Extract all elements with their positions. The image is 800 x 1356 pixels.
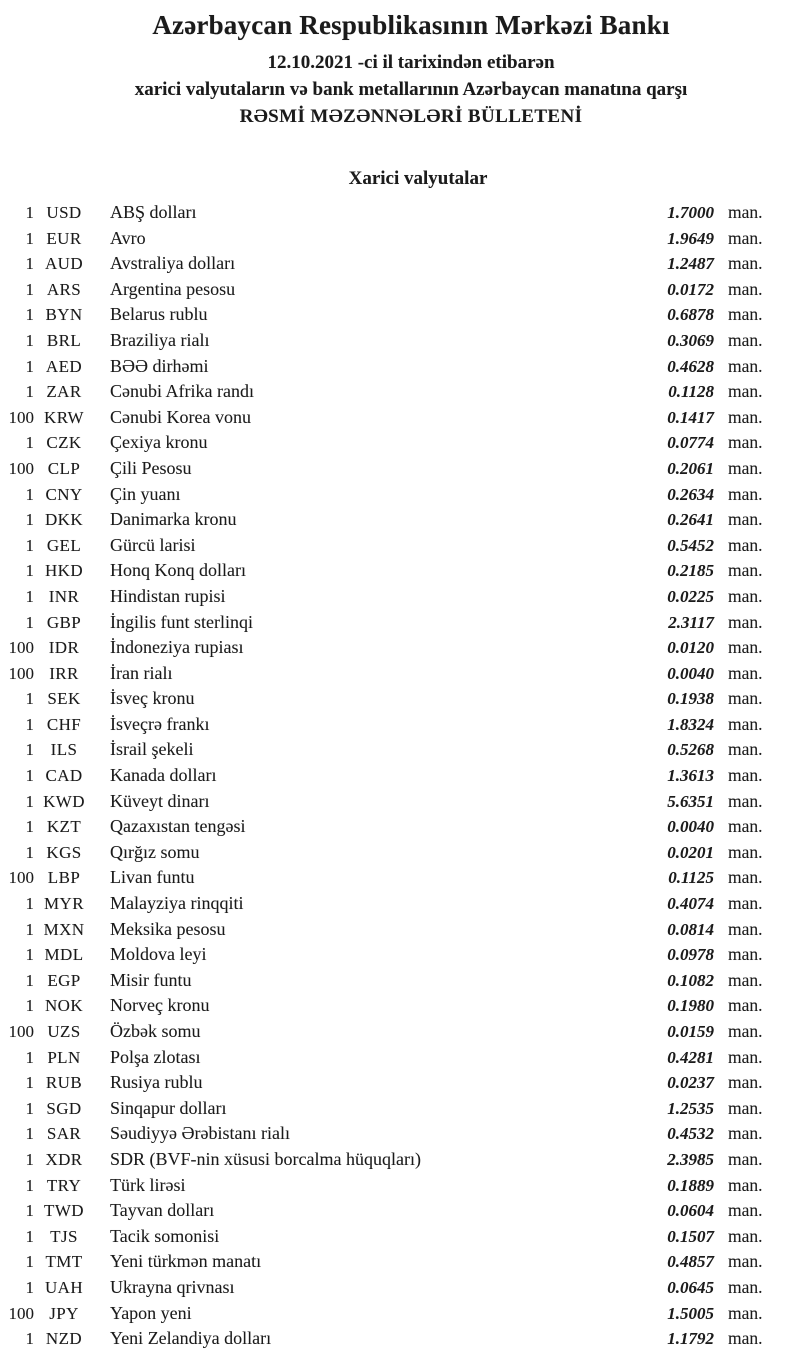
- manat-suffix-cell: man.: [728, 1097, 763, 1118]
- table-row: [0, 533, 766, 559]
- manat-suffix-cell: man.: [728, 739, 763, 760]
- currency-name-cell: Livan funtu: [110, 867, 195, 888]
- unit-amount-cell: 100: [8, 663, 34, 683]
- table-row: [0, 328, 766, 354]
- table-row: [0, 1096, 766, 1122]
- currency-name-cell: Gürcü larisi: [110, 534, 196, 555]
- unit-amount-cell: 100: [8, 1022, 34, 1041]
- unit-amount-cell: 1: [25, 203, 34, 222]
- unit-amount-cell: 100: [8, 407, 34, 427]
- manat-suffix-cell: man.: [728, 1046, 763, 1067]
- table-row: [0, 789, 766, 815]
- currency-name-cell: Misir funtu: [110, 969, 192, 990]
- manat-suffix-cell: man.: [728, 560, 763, 581]
- manat-suffix-cell: man.: [728, 355, 763, 376]
- manat-suffix-cell: man.: [728, 893, 763, 914]
- unit-amount-cell: 1: [25, 356, 34, 376]
- unit-amount-cell: 1: [25, 791, 34, 811]
- rate-value-cell: 0.2185: [667, 561, 714, 581]
- currency-name-cell: İndoneziya rupiası: [110, 637, 244, 658]
- table-row: [0, 251, 766, 277]
- subject-line: xarici valyutaların və bank metallarının Azərbaycan manatına qarşı: [134, 79, 688, 100]
- currency-name-cell: Tacik somonisi: [110, 1225, 220, 1246]
- currency-code-cell: KRW: [44, 407, 84, 427]
- manat-suffix-cell: man.: [728, 1148, 763, 1169]
- table-row: [0, 1173, 766, 1199]
- unit-amount-cell: 1: [25, 842, 34, 862]
- currency-name-cell: Avro: [110, 227, 146, 248]
- currency-name-cell: Malayziya rinqqiti: [110, 893, 244, 914]
- bulletin-title-line: RƏSMİ MƏZƏNNƏLƏRİ BÜLLETENİ: [239, 106, 583, 127]
- currency-name-cell: Qazaxıstan tengəsi: [110, 816, 246, 837]
- currency-code-cell: INR: [48, 586, 80, 606]
- manat-suffix-cell: man.: [728, 1225, 763, 1246]
- unit-amount-cell: 1: [25, 433, 34, 453]
- currency-code-cell: UZS: [47, 1022, 81, 1041]
- rate-value-cell: 0.0978: [667, 945, 714, 965]
- rate-value-cell: 1.1792: [667, 1329, 714, 1349]
- currency-code-cell: TMT: [45, 1252, 83, 1272]
- bank-name-title: Azərbaycan Respublikasının Mərkəzi Bankı: [152, 10, 670, 40]
- rate-value-cell: 0.0159: [667, 1022, 714, 1041]
- currency-code-cell: EGP: [47, 970, 81, 990]
- currency-name-cell: Polşa zlotası: [110, 1046, 201, 1067]
- table-row: [0, 1224, 766, 1250]
- unit-amount-cell: 1: [25, 1201, 34, 1221]
- currency-code-cell: TJS: [50, 1226, 78, 1246]
- currency-name-cell: BƏƏ dirhəmi: [110, 355, 209, 376]
- unit-amount-cell: 1: [25, 612, 34, 632]
- table-row: [0, 379, 766, 405]
- table-row: [0, 610, 766, 636]
- table-row: [0, 456, 766, 482]
- rate-value-cell: 1.2535: [667, 1098, 714, 1118]
- unit-amount-cell: 1: [25, 254, 34, 274]
- unit-amount-cell: 1: [25, 894, 34, 914]
- currency-code-cell: NZD: [45, 1329, 83, 1349]
- currency-code-cell: LBP: [47, 868, 81, 888]
- currency-code-cell: CLP: [47, 458, 81, 478]
- currency-name-cell: İngilis funt sterlinqi: [110, 611, 253, 632]
- manat-suffix-cell: man.: [728, 816, 763, 837]
- currency-code-cell: GBP: [46, 612, 82, 632]
- unit-amount-cell: 1: [25, 970, 34, 990]
- table-row: [0, 763, 766, 789]
- manat-suffix-cell: man.: [728, 841, 763, 862]
- table-row: [0, 993, 766, 1019]
- currency-code-cell: MDL: [44, 945, 84, 965]
- currency-code-cell: JPY: [49, 1303, 79, 1323]
- manat-suffix-cell: man.: [728, 611, 763, 632]
- unit-amount-cell: 1: [25, 945, 34, 965]
- manat-suffix-cell: man.: [728, 534, 763, 555]
- currency-code-cell: GEL: [46, 535, 82, 555]
- rate-value-cell: 0.0120: [667, 638, 714, 658]
- unit-amount-cell: 1: [25, 1098, 34, 1118]
- rate-value-cell: 0.0225: [667, 586, 714, 606]
- table-row: [0, 558, 766, 584]
- rate-value-cell: 1.2487: [667, 254, 714, 274]
- unit-amount-cell: 1: [25, 996, 34, 1016]
- bulletin-header: [0, 8, 800, 129]
- currency-name-cell: İsveçrə frankı: [110, 713, 210, 734]
- currency-name-cell: Ukrayna qrivnası: [110, 1276, 235, 1297]
- unit-amount-cell: 1: [25, 305, 34, 325]
- table-row: [0, 891, 766, 917]
- currency-name-cell: Braziliya rialı: [110, 329, 210, 350]
- currency-name-cell: Tayvan dolları: [110, 1200, 215, 1221]
- rate-value-cell: 0.1417: [667, 407, 714, 427]
- currency-code-cell: CZK: [46, 433, 82, 453]
- table-row: [0, 277, 766, 303]
- table-row: [0, 1275, 766, 1301]
- currency-code-cell: AUD: [44, 254, 84, 274]
- currency-name-cell: Yeni türkmən manatı: [110, 1251, 262, 1272]
- unit-amount-cell: 100: [8, 458, 34, 478]
- currency-name-cell: Cənubi Afrika randı: [110, 381, 254, 402]
- manat-suffix-cell: man.: [728, 509, 763, 530]
- unit-amount-cell: 1: [25, 1073, 34, 1093]
- currency-name-cell: Rusiya rublu: [110, 1072, 203, 1093]
- currency-code-cell: KWD: [43, 791, 85, 811]
- currency-code-cell: NOK: [44, 996, 84, 1016]
- currency-code-cell: SGD: [46, 1098, 82, 1118]
- unit-amount-cell: 1: [25, 817, 34, 837]
- currency-code-cell: BYN: [45, 305, 83, 325]
- unit-amount-cell: 1: [25, 1149, 34, 1169]
- manat-suffix-cell: man.: [728, 253, 763, 274]
- currency-code-cell: MXN: [43, 919, 85, 939]
- rate-value-cell: 0.0201: [667, 842, 714, 862]
- rate-value-cell: 0.0172: [667, 279, 714, 299]
- currency-code-cell: BRL: [46, 330, 82, 350]
- currency-name-cell: Honq Konq dolları: [110, 560, 246, 581]
- rate-value-cell: 0.4628: [667, 356, 714, 376]
- currency-name-cell: İsveç kronu: [110, 688, 195, 709]
- currency-code-cell: MYR: [44, 894, 84, 914]
- effective-date-line: 12.10.2021 -ci il tarixindən etibarən: [267, 52, 555, 73]
- manat-suffix-cell: man.: [728, 1174, 763, 1195]
- currency-name-cell: Türk lirəsi: [110, 1174, 186, 1195]
- currency-name-cell: Belarus rublu: [110, 304, 208, 325]
- rate-value-cell: 0.2634: [667, 484, 714, 504]
- table-row: [0, 354, 766, 380]
- section-title-foreign-currencies: Xarici valyutalar: [348, 168, 488, 189]
- currency-code-cell: XDR: [45, 1149, 83, 1169]
- table-row: [0, 482, 766, 508]
- manat-suffix-cell: man.: [728, 1251, 763, 1272]
- currency-name-cell: Yapon yeni: [110, 1302, 192, 1323]
- currency-name-cell: Çin yuanı: [110, 483, 181, 504]
- manat-suffix-cell: man.: [728, 585, 763, 606]
- currency-code-cell: IRR: [49, 663, 79, 683]
- currency-code-cell: ARS: [46, 279, 82, 299]
- unit-amount-cell: 1: [25, 1047, 34, 1067]
- currency-code-cell: ZAR: [46, 382, 82, 402]
- currency-code-cell: PLN: [47, 1047, 81, 1067]
- currency-code-cell: SAR: [46, 1124, 82, 1144]
- unit-amount-cell: 1: [25, 279, 34, 299]
- rate-value-cell: 0.0040: [667, 817, 714, 837]
- currency-code-cell: CAD: [45, 766, 83, 786]
- table-row: [0, 1121, 766, 1147]
- rate-value-cell: 1.3613: [667, 766, 714, 786]
- table-row: [0, 942, 766, 968]
- currency-name-cell: Danimarka kronu: [110, 509, 237, 530]
- unit-amount-cell: 1: [25, 510, 34, 530]
- currency-name-cell: Hindistan rupisi: [110, 585, 226, 606]
- bulletin-page: [0, 8, 800, 1356]
- rate-value-cell: 0.5452: [667, 535, 714, 555]
- table-row: [0, 200, 766, 226]
- currency-code-cell: ILS: [50, 740, 78, 760]
- manat-suffix-cell: man.: [728, 662, 763, 683]
- exchange-rates-table: [0, 200, 766, 1352]
- manat-suffix-cell: man.: [728, 918, 763, 939]
- currency-code-cell: SEK: [47, 689, 81, 709]
- table-row: [0, 1045, 766, 1071]
- currency-name-cell: SDR (BVF-nin xüsusi borcalma hüquqları): [110, 1148, 421, 1169]
- table-row: [0, 430, 766, 456]
- currency-name-cell: Özbək somu: [110, 1021, 201, 1041]
- unit-amount-cell: 1: [25, 484, 34, 504]
- currency-code-cell: TWD: [44, 1201, 84, 1221]
- rate-value-cell: 0.4857: [667, 1252, 714, 1272]
- unit-amount-cell: 1: [25, 228, 34, 248]
- rate-value-cell: 1.9649: [667, 228, 714, 248]
- manat-suffix-cell: man.: [728, 278, 763, 299]
- rate-value-cell: 0.0774: [667, 433, 714, 453]
- rate-value-cell: 0.4281: [667, 1047, 714, 1067]
- unit-amount-cell: 1: [25, 330, 34, 350]
- table-row: [0, 1147, 766, 1173]
- rate-value-cell: 1.8324: [667, 714, 714, 734]
- table-row: [0, 584, 766, 610]
- currency-name-cell: Yeni Zelandiya dolları: [110, 1328, 272, 1349]
- manat-suffix-cell: man.: [728, 432, 763, 453]
- unit-amount-cell: 1: [25, 1124, 34, 1144]
- rate-value-cell: 1.5005: [667, 1303, 714, 1323]
- rate-value-cell: 0.4074: [667, 894, 714, 914]
- manat-suffix-cell: man.: [728, 1072, 763, 1093]
- currency-code-cell: HKD: [44, 561, 84, 581]
- table-row: [0, 507, 766, 533]
- currency-code-cell: USD: [46, 203, 82, 222]
- currency-name-cell: Meksika pesosu: [110, 918, 226, 939]
- currency-code-cell: KZT: [46, 817, 82, 837]
- rate-value-cell: 1.7000: [667, 203, 714, 222]
- rate-value-cell: 2.3117: [668, 612, 714, 632]
- table-row: [0, 686, 766, 712]
- manat-suffix-cell: man.: [728, 457, 763, 478]
- unit-amount-cell: 1: [25, 740, 34, 760]
- currency-code-cell: EUR: [46, 228, 82, 248]
- unit-amount-cell: 1: [25, 1277, 34, 1297]
- currency-name-cell: Cənubi Korea vonu: [110, 406, 251, 427]
- unit-amount-cell: 100: [8, 868, 34, 888]
- currency-name-cell: Çili Pesosu: [110, 457, 192, 478]
- rate-value-cell: 0.0814: [667, 919, 714, 939]
- rate-value-cell: 2.3985: [667, 1149, 714, 1169]
- manat-suffix-cell: man.: [728, 329, 763, 350]
- rate-value-cell: 5.6351: [667, 791, 714, 811]
- manat-suffix-cell: man.: [728, 1200, 763, 1221]
- unit-amount-cell: 1: [25, 1252, 34, 1272]
- manat-suffix-cell: man.: [728, 969, 763, 990]
- table-row: [0, 661, 766, 687]
- unit-amount-cell: 1: [25, 586, 34, 606]
- currency-name-cell: Kanada dolları: [110, 765, 217, 786]
- currency-name-cell: ABŞ dolları: [110, 202, 197, 222]
- currency-name-cell: Avstraliya dolları: [110, 253, 236, 274]
- manat-suffix-cell: man.: [728, 1328, 763, 1349]
- table-row: [0, 917, 766, 943]
- table-row: [0, 840, 766, 866]
- manat-suffix-cell: man.: [728, 202, 763, 222]
- manat-suffix-cell: man.: [728, 790, 763, 811]
- currency-code-cell: IDR: [48, 638, 80, 658]
- currency-name-cell: Qırğız somu: [110, 841, 200, 862]
- rate-value-cell: 0.1938: [667, 689, 714, 709]
- rate-value-cell: 0.1889: [667, 1175, 714, 1195]
- currency-code-cell: TRY: [46, 1175, 82, 1195]
- manat-suffix-cell: man.: [728, 713, 763, 734]
- currency-name-cell: Çexiya kronu: [110, 432, 208, 453]
- unit-amount-cell: 1: [25, 766, 34, 786]
- table-row: [0, 635, 766, 661]
- manat-suffix-cell: man.: [728, 688, 763, 709]
- currency-code-cell: DKK: [44, 510, 84, 530]
- table-row: [0, 1249, 766, 1275]
- rate-value-cell: 0.2061: [667, 458, 714, 478]
- currency-code-cell: KGS: [46, 842, 82, 862]
- rate-value-cell: 0.0040: [667, 663, 714, 683]
- currency-code-cell: CHF: [46, 714, 82, 734]
- table-row: [0, 1301, 766, 1327]
- table-row: [0, 1198, 766, 1224]
- rate-value-cell: 0.1128: [668, 382, 714, 402]
- unit-amount-cell: 1: [25, 561, 34, 581]
- manat-suffix-cell: man.: [728, 406, 763, 427]
- unit-amount-cell: 1: [25, 1329, 34, 1349]
- rate-value-cell: 0.1082: [667, 970, 714, 990]
- table-row: [0, 302, 766, 328]
- unit-amount-cell: 1: [25, 714, 34, 734]
- table-row: [0, 1019, 766, 1045]
- manat-suffix-cell: man.: [728, 944, 763, 965]
- rate-value-cell: 0.5268: [667, 740, 714, 760]
- unit-amount-cell: 100: [8, 1303, 34, 1323]
- rate-value-cell: 0.1125: [668, 868, 714, 888]
- currency-name-cell: Argentina pesosu: [110, 278, 236, 299]
- table-row: [0, 814, 766, 840]
- table-row: [0, 1070, 766, 1096]
- currency-code-cell: RUB: [45, 1073, 83, 1093]
- rate-value-cell: 0.0604: [667, 1201, 714, 1221]
- unit-amount-cell: 1: [25, 535, 34, 555]
- unit-amount-cell: 1: [25, 919, 34, 939]
- currency-name-cell: Səudiyyə Ərəbistanı rialı: [110, 1123, 290, 1144]
- manat-suffix-cell: man.: [728, 765, 763, 786]
- currency-name-cell: Küveyt dinarı: [110, 790, 210, 811]
- manat-suffix-cell: man.: [728, 1302, 763, 1323]
- unit-amount-cell: 1: [25, 382, 34, 402]
- currency-code-cell: CNY: [45, 484, 83, 504]
- manat-suffix-cell: man.: [728, 483, 763, 504]
- currency-name-cell: Norveç kronu: [110, 995, 210, 1016]
- manat-suffix-cell: man.: [728, 995, 763, 1016]
- manat-suffix-cell: man.: [728, 381, 763, 402]
- currency-name-cell: Moldova leyi: [110, 944, 207, 965]
- rate-value-cell: 0.1507: [667, 1226, 714, 1246]
- currency-name-cell: Sinqapur dolları: [110, 1097, 227, 1118]
- currency-name-cell: İran rialı: [110, 662, 173, 683]
- table-row: [0, 968, 766, 994]
- rate-value-cell: 0.3069: [667, 330, 714, 350]
- unit-amount-cell: 1: [25, 1175, 34, 1195]
- manat-suffix-cell: man.: [728, 304, 763, 325]
- manat-suffix-cell: man.: [728, 637, 763, 658]
- currency-code-cell: UAH: [44, 1277, 84, 1297]
- currency-code-cell: AED: [45, 356, 83, 376]
- unit-amount-cell: 100: [8, 638, 34, 658]
- table-row: [0, 712, 766, 738]
- rate-value-cell: 0.2641: [667, 510, 714, 530]
- manat-suffix-cell: man.: [728, 867, 763, 888]
- table-row: [0, 226, 766, 252]
- rate-value-cell: 0.1980: [667, 996, 714, 1016]
- rate-value-cell: 0.0645: [667, 1277, 714, 1297]
- manat-suffix-cell: man.: [728, 1123, 763, 1144]
- manat-suffix-cell: man.: [728, 227, 763, 248]
- table-row: [0, 405, 766, 431]
- rate-value-cell: 0.4532: [667, 1124, 714, 1144]
- unit-amount-cell: 1: [25, 689, 34, 709]
- manat-suffix-cell: man.: [728, 1021, 763, 1041]
- manat-suffix-cell: man.: [728, 1276, 763, 1297]
- table-row: [0, 737, 766, 763]
- rate-value-cell: 0.0237: [667, 1073, 714, 1093]
- unit-amount-cell: 1: [25, 1226, 34, 1246]
- table-row: [0, 865, 766, 891]
- rate-value-cell: 0.6878: [667, 305, 714, 325]
- currency-name-cell: İsrail şekeli: [110, 739, 194, 760]
